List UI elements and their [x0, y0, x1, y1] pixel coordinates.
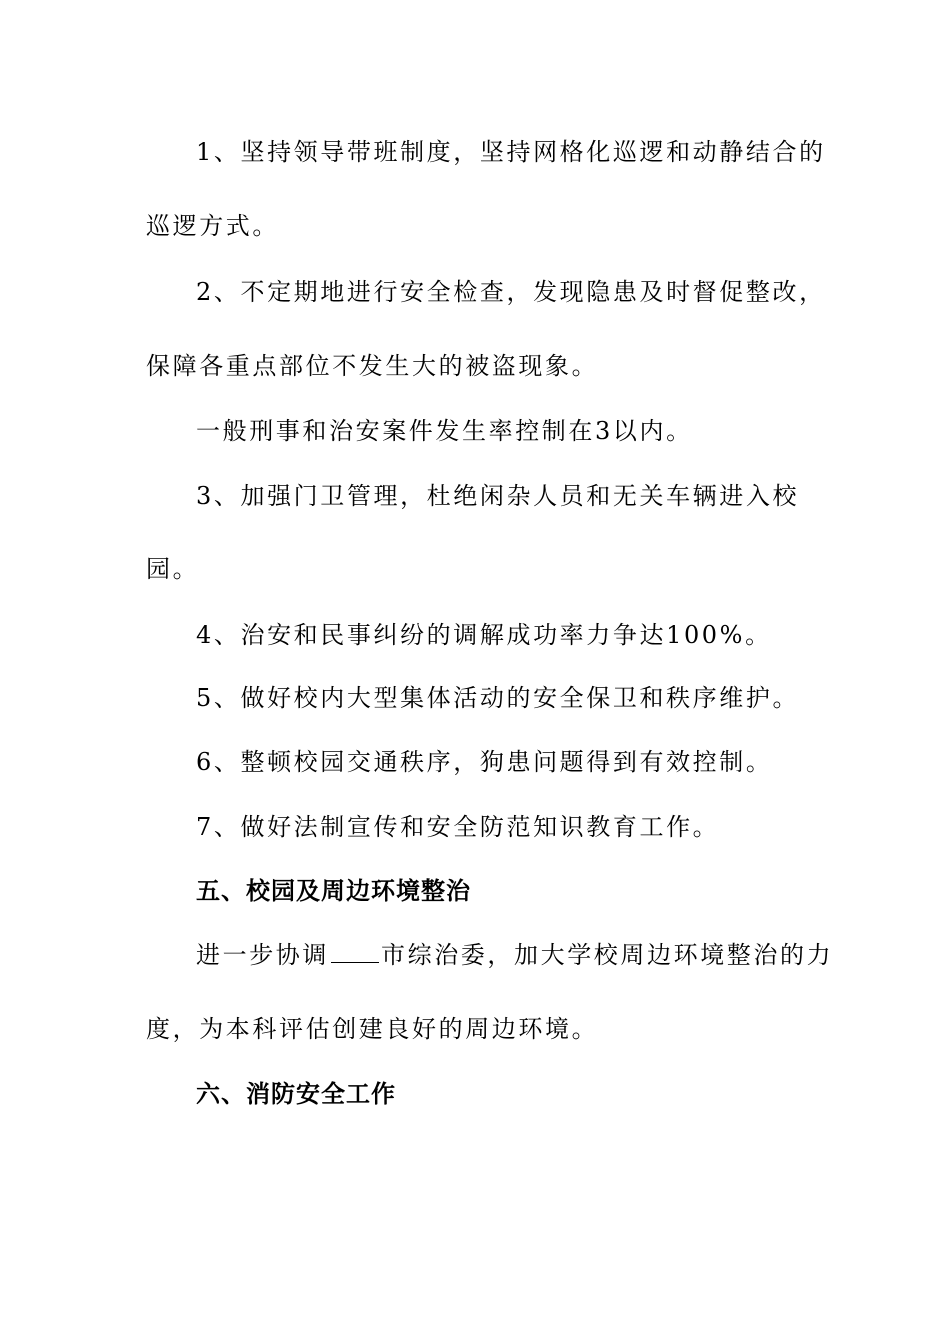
paragraph-text: 进一步协调 — [196, 941, 329, 969]
paragraph-line: 1、坚持领导带班制度，坚持网格化巡逻和动静结合的 — [196, 138, 826, 166]
section-heading: 五、校园及周边环境整治 — [196, 877, 471, 905]
paragraph-line: 保障各重点部位不发生大的被盗现象。 — [146, 352, 599, 380]
paragraph-line: 一般刑事和治安案件发生率控制在3以内。 — [196, 417, 693, 445]
paragraph-line: 2、不定期地进行安全检查，发现隐患及时督促整改， — [196, 278, 826, 306]
fill-in-blank — [331, 942, 379, 963]
paragraph-line: 5、做好校内大型集体活动的安全保卫和秩序维护。 — [196, 684, 800, 712]
paragraph-line: 6、整顿校园交通秩序，狗患问题得到有效控制。 — [196, 748, 773, 776]
paragraph-line — [196, 940, 833, 970]
paragraph-line: 3、加强门卫管理，杜绝闲杂人员和无关车辆进入校 — [196, 482, 800, 510]
paragraph-line: 园。 — [146, 555, 200, 583]
paragraph-line: 7、做好法制宣传和安全防范知识教育工作。 — [196, 813, 720, 841]
paragraph-line: 巡逻方式。 — [146, 212, 279, 240]
section-heading: 六、消防安全工作 — [196, 1080, 396, 1108]
paragraph-line: 4、治安和民事纠纷的调解成功率力争达100%。 — [196, 621, 772, 649]
paragraph-text: 市综治委，加大学校周边环境整治的力 — [381, 941, 834, 969]
paragraph-line: 度，为本科评估创建良好的周边环境。 — [146, 1015, 599, 1043]
